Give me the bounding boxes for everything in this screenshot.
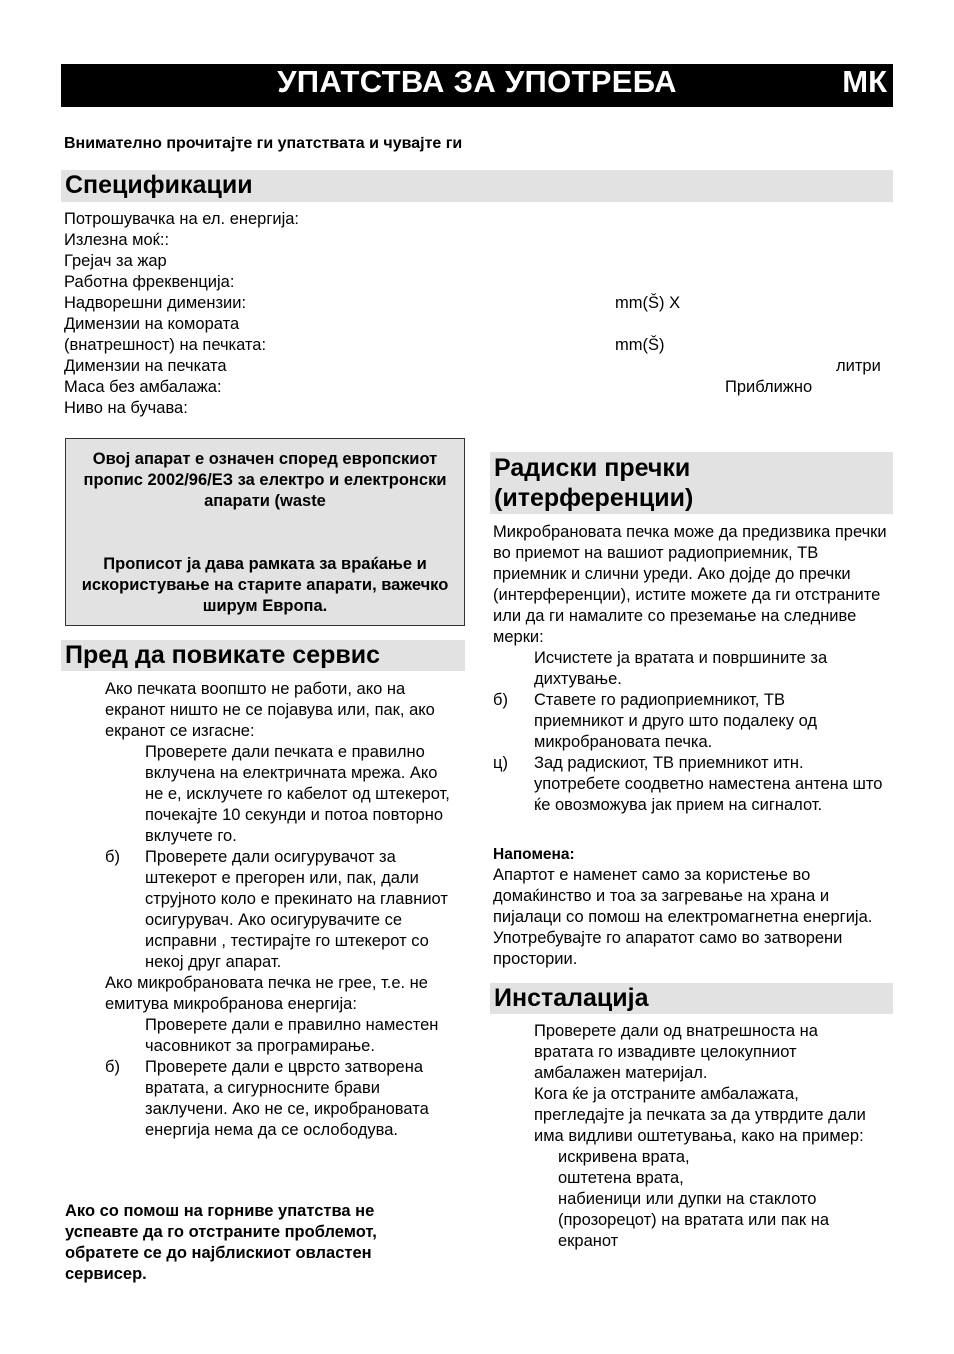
list-item [493, 690, 893, 753]
intro-text: Внимателно прочитајте ги упатствата и чувајте ги [64, 135, 463, 152]
spec-label: Работна фреквенција: [64, 273, 235, 291]
list-marker: б) [105, 1058, 120, 1076]
list-item [493, 753, 893, 816]
service-paragraph: Ако микробрановата печка не грее, т.е. не емитува микробранова енергија: [105, 974, 428, 1013]
list-item [105, 1015, 455, 1057]
spec-value-approx: Приближно [725, 378, 813, 396]
list-item-text: Зад радискиот, ТВ приемникот итн. употребете соодветно наместена антена што ќе овозможува јак прием на сигналот. [534, 754, 883, 814]
list-item-text: Ставете го радиоприемникот, ТВ приемникот и друго што подалеку од микробрановата печка. [534, 691, 818, 751]
service-heading: Пред да повикате сервис [61, 640, 465, 671]
service-paragraph: Ако печката воопшто не работи, ако на екранот ништо не се појавува или, пак, ако екранот се изгасне: [105, 680, 435, 740]
service-body [105, 679, 455, 1141]
weee-notice-text-2: Прописот ја дава рамката за враќање и искористување на старите апарати, важечко ширум Европа. [81, 555, 449, 615]
install-paragraph: Проверете дали од внатрешноста на вратата го извадивте целокупниот амбалажен материјал. [534, 1022, 818, 1082]
list-marker: б) [105, 848, 120, 866]
list-item: искривена врата, [558, 1148, 690, 1166]
spec-value-liters: литри [836, 357, 881, 375]
radio-body [493, 522, 893, 816]
list-item: оштетена врата, [558, 1169, 684, 1187]
spec-value-outer: mm(Š) X [615, 294, 681, 312]
list-item-text: Исчистете ја вратата и површините за дихтување. [534, 649, 828, 688]
damage-list [534, 1147, 879, 1252]
service-closing: Ако со помош на горниве упатства не успеавте да го отстраните проблемот, обратете се до најблискиот овластен сервисер. [65, 1202, 377, 1283]
list-item [105, 742, 455, 847]
radio-heading [490, 452, 893, 514]
spec-label: Грејач за жар [64, 252, 167, 270]
radio-heading-line: (итерференции) [494, 484, 694, 512]
list-item: набиеници или дупки на стаклото (прозорецот) на вратата или пак на екранот [558, 1190, 830, 1250]
list-item [105, 1057, 455, 1141]
spec-label: Димензии на печката [64, 357, 227, 375]
list-marker: ц) [493, 754, 508, 772]
spec-label: Излезна моќ:: [64, 231, 170, 249]
radio-paragraph: Микробрановата печка може да предизвика пречки во приемот на вашиот радиоприемник, ТВ приемник и слични уреди. Ако дојде до пречки (интерференции), истите можете да ги отстраните или да ги намалите со преземање на следниве мерки: [493, 523, 887, 646]
install-heading: Инсталација [490, 983, 893, 1014]
specs-heading: Спецификации [61, 170, 893, 202]
note-label: Напомена: [493, 846, 575, 863]
radio-heading-line: Радиски пречки [494, 454, 691, 482]
spec-label: Потрошувачка на ел. енергија: [64, 210, 300, 228]
title-bar [61, 64, 893, 107]
install-body [534, 1021, 879, 1252]
list-item [105, 847, 455, 973]
weee-notice-text: Овој апарат е означен според европскиот пропис 2002/96/ЕЗ за електро и електронски апарати (waste [83, 450, 447, 510]
install-paragraph: Кога ќе ја отстраните амбалажата, прегледајте ја печката за да утврдите дали има видливи оштетувања, како на пример: [534, 1085, 866, 1145]
spec-value-cavity: mm(Š) [615, 336, 665, 354]
page-title: УПАТСТВА ЗА УПОТРЕБА [277, 64, 677, 99]
note-block [493, 844, 883, 970]
list-item-text: Проверете дали е цврсто затворена вратата, а сигурносните брави заклучени. Ако не се, икробрановата енергија нема да се ослободува. [145, 1058, 429, 1139]
list-marker: б) [493, 691, 508, 709]
spec-label: Димензии на комората [64, 315, 240, 333]
spec-label: Ниво на бучава: [64, 399, 188, 417]
note-text: Апартот е наменет само за користење во домаќинство и тоа за загревање на храна и пијалаци со помош на електромагнетна енергија. Употребувајте го апаратот само во затворени простории. [493, 866, 873, 968]
list-item [493, 648, 893, 690]
weee-notice-box [65, 438, 465, 626]
list-item-text: Проверете дали печката е правилно вклучена на електричната мрежа. Ако не е, исклучете го кабелот од штекерот, почекајте 10 секунди и потоа повторно вклучете го. [145, 743, 450, 845]
list-item-text: Проверете дали е правилно наместен часовникот за програмирање. [145, 1016, 439, 1055]
language-code: МК [842, 64, 887, 99]
spec-label: Маса без амбалажа: [64, 378, 222, 396]
spec-label: Надворешни димензии: [64, 294, 247, 312]
list-item-text: Проверете дали осигурувачот за штекерот е прегорен или, пак, дали струјното коло е прекинато на главниот осигурувач. Ако осигурувачите се исправни , тестирајте го штекерот со некој друг апарат. [145, 848, 448, 971]
spec-label: (внатрешност) на печката: [64, 336, 267, 354]
